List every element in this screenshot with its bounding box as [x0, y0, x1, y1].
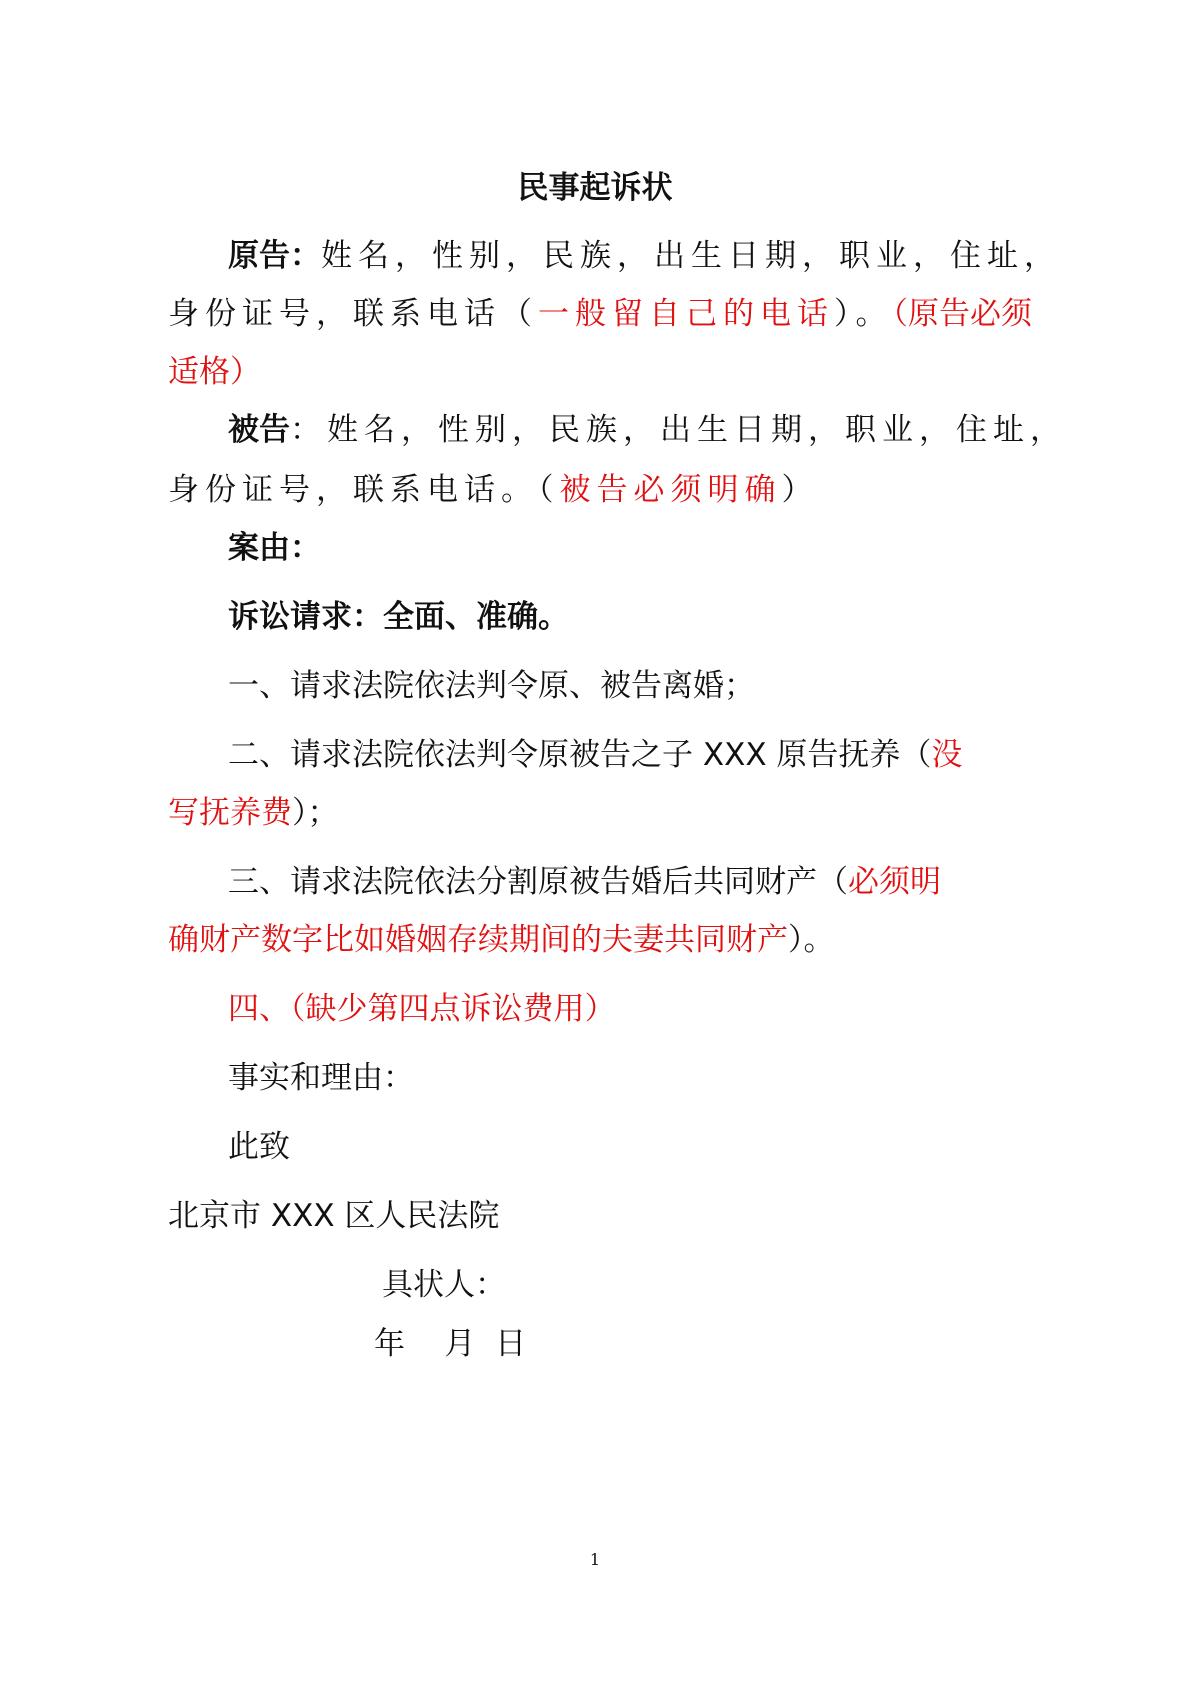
- defendant-label: 被告: [228, 412, 290, 448]
- page-number: 1: [589, 1550, 601, 1569]
- claim-item-2-line-2: [168, 793, 339, 833]
- claim-item-3-note-a: 必须明: [848, 864, 941, 900]
- claim-item-3-note-b: 确财产数字比如婚姻存续期间的夫妻共同财产: [168, 922, 788, 958]
- claim-item-2-line-1: [228, 735, 962, 775]
- claim-item-4: 四、（缺少第四点诉讼费用）: [228, 991, 616, 1027]
- date-line: 年 月 日: [374, 1326, 527, 1362]
- plaintiff-note-b: 适格）: [168, 354, 261, 390]
- plaintiff-label: 原告：: [228, 238, 321, 274]
- claim-item-2-note-a: 没: [931, 737, 963, 773]
- facts-label: 事实和理由：: [228, 1060, 414, 1096]
- document-title: 民事起诉状: [517, 170, 673, 206]
- plaintiff-phone-note: 一般留自己的电话: [538, 296, 834, 332]
- defendant-info-2a: 身份证号，联系电话。（: [168, 472, 560, 508]
- claim-item-1: 一、请求法院依法判令原、被告离婚；: [228, 668, 755, 704]
- defendant-note: 被告必须明确: [559, 472, 782, 508]
- plaintiff-note-a: （原告必须: [892, 296, 1032, 332]
- court-name: 北京市 XXX 区人民法院: [168, 1198, 500, 1234]
- defendant-info-2b: ）: [781, 472, 819, 508]
- defendant-info-1: ：姓名，性别，民族，出生日期，职业，住址，: [290, 412, 1067, 448]
- claim-item-2b: ）；: [292, 795, 339, 831]
- defendant-line-1: [228, 410, 1067, 450]
- claim-item-2-note-b: 写抚养费: [168, 795, 292, 831]
- plaintiff-info-1: 姓名，性别，民族，出生日期，职业，住址，: [321, 238, 1061, 274]
- claims-label: 诉讼请求：全面、准确。: [228, 599, 569, 635]
- claim-item-3-line-1: [228, 862, 941, 902]
- claim-item-3-line-2: [168, 920, 835, 960]
- claim-item-3b: ）。: [788, 922, 835, 958]
- plaintiff-line-1: [228, 236, 1061, 276]
- claim-item-3a: 三、请求法院依法分割原被告婚后共同财产（: [228, 864, 848, 900]
- claim-item-2a: 二、请求法院依法判令原被告之子 XXX 原告抚养（: [228, 737, 932, 773]
- signer-label: 具状人：: [382, 1267, 506, 1303]
- defendant-line-2: [168, 470, 819, 510]
- cause-label: 案由：: [228, 530, 321, 566]
- plaintiff-info-2b: ）。: [834, 296, 893, 332]
- plaintiff-info-2a: 身份证号，联系电话（: [168, 296, 538, 332]
- salutation: 此致: [228, 1129, 290, 1165]
- plaintiff-line-2: [168, 294, 1032, 334]
